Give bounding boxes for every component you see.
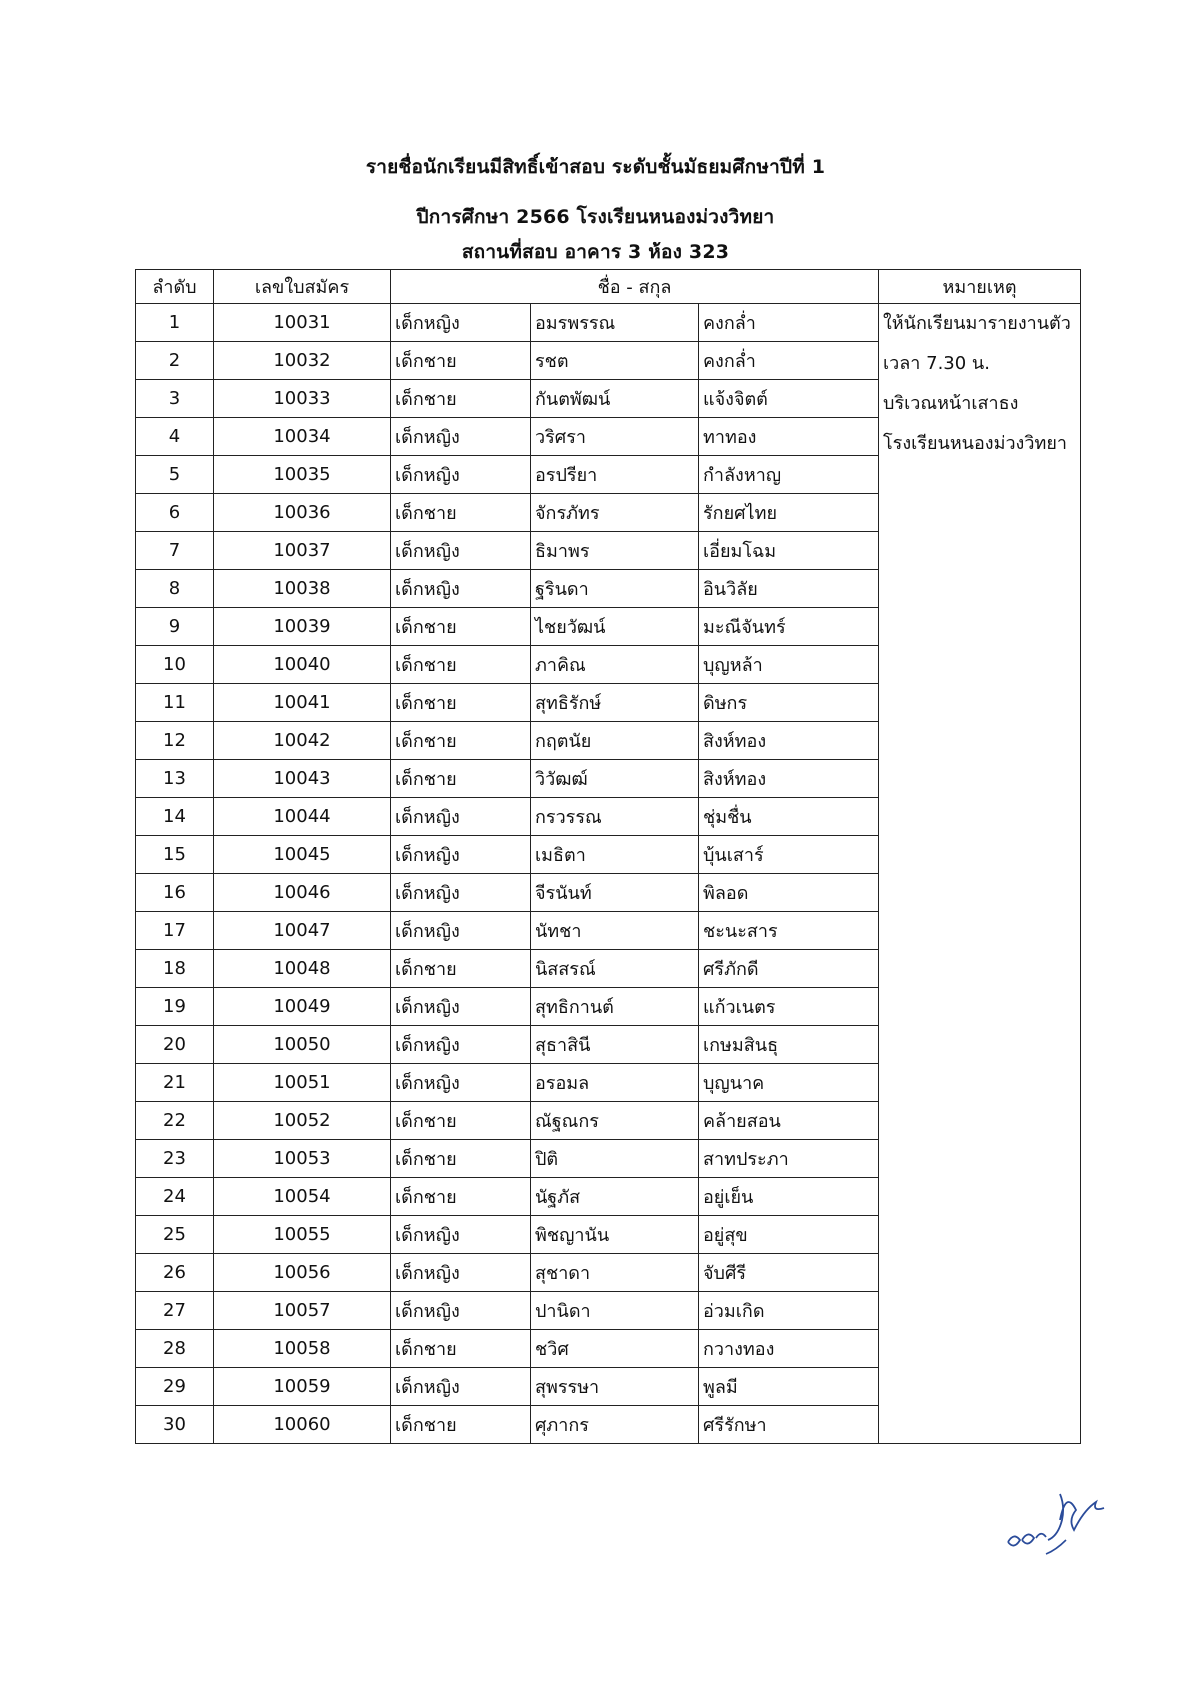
cell-last-name: ชะนะสาร [699, 912, 879, 950]
cell-no: 17 [136, 912, 214, 950]
cell-prefix: เด็กชาย [391, 1102, 531, 1140]
cell-no: 27 [136, 1292, 214, 1330]
cell-last-name: อ่วมเกิด [699, 1292, 879, 1330]
cell-last-name: อินวิลัย [699, 570, 879, 608]
cell-first-name: กันตพัฒน์ [531, 380, 699, 418]
cell-first-name: จักรภัทร [531, 494, 699, 532]
cell-application-no: 10051 [214, 1064, 391, 1102]
cell-prefix: เด็กชาย [391, 760, 531, 798]
cell-prefix: เด็กชาย [391, 1330, 531, 1368]
cell-prefix: เด็กหญิง [391, 570, 531, 608]
cell-no: 28 [136, 1330, 214, 1368]
cell-application-no: 10056 [214, 1254, 391, 1292]
cell-application-no: 10031 [214, 304, 391, 342]
cell-prefix: เด็กชาย [391, 950, 531, 988]
cell-no: 13 [136, 760, 214, 798]
cell-last-name: กวางทอง [699, 1330, 879, 1368]
remark-line: โรงเรียนหนองม่วงวิทยา [883, 433, 1067, 454]
cell-prefix: เด็กหญิง [391, 912, 531, 950]
cell-application-no: 10057 [214, 1292, 391, 1330]
cell-prefix: เด็กหญิง [391, 798, 531, 836]
cell-first-name: ปานิดา [531, 1292, 699, 1330]
cell-no: 6 [136, 494, 214, 532]
cell-no: 20 [136, 1026, 214, 1064]
cell-application-no: 10054 [214, 1178, 391, 1216]
cell-application-no: 10049 [214, 988, 391, 1026]
cell-first-name: นิสสรณ์ [531, 950, 699, 988]
cell-prefix: เด็กหญิง [391, 1216, 531, 1254]
cell-application-no: 10034 [214, 418, 391, 456]
cell-first-name: สุทธิกานต์ [531, 988, 699, 1026]
cell-first-name: ฐรินดา [531, 570, 699, 608]
table-header-row [136, 270, 1081, 304]
cell-application-no: 10050 [214, 1026, 391, 1064]
cell-application-no: 10052 [214, 1102, 391, 1140]
cell-no: 1 [136, 304, 214, 342]
cell-first-name: เมธิตา [531, 836, 699, 874]
cell-first-name: สุชาดา [531, 1254, 699, 1292]
cell-prefix: เด็กหญิง [391, 1254, 531, 1292]
cell-no: 25 [136, 1216, 214, 1254]
cell-first-name: ศุภากร [531, 1406, 699, 1444]
cell-last-name: อยู่เย็น [699, 1178, 879, 1216]
cell-no: 5 [136, 456, 214, 494]
cell-application-no: 10043 [214, 760, 391, 798]
cell-no: 18 [136, 950, 214, 988]
cell-last-name: คล้ายสอน [699, 1102, 879, 1140]
cell-application-no: 10038 [214, 570, 391, 608]
cell-no: 30 [136, 1406, 214, 1444]
cell-first-name: สุพรรษา [531, 1368, 699, 1406]
cell-application-no: 10045 [214, 836, 391, 874]
cell-prefix: เด็กหญิง [391, 1368, 531, 1406]
cell-first-name: ไชยวัฒน์ [531, 608, 699, 646]
cell-first-name: กรวรรณ [531, 798, 699, 836]
cell-last-name: คงกล่ำ [699, 304, 879, 342]
cell-first-name: พิชญานัน [531, 1216, 699, 1254]
cell-last-name: ดิษกร [699, 684, 879, 722]
cell-application-no: 10060 [214, 1406, 391, 1444]
cell-prefix: เด็กหญิง [391, 836, 531, 874]
cell-last-name: ทาทอง [699, 418, 879, 456]
cell-last-name: ศรีภักดี [699, 950, 879, 988]
cell-first-name: ชวิศ [531, 1330, 699, 1368]
cell-last-name: สิงห์ทอง [699, 760, 879, 798]
cell-last-name: สาทประภา [699, 1140, 879, 1178]
cell-no: 2 [136, 342, 214, 380]
document-title: รายชื่อนักเรียนมีสิทธิ์เข้าสอบ ระดับชั้นมัธยมศึกษาปีที่ 1 [365, 156, 826, 178]
cell-application-no: 10035 [214, 456, 391, 494]
table-body [136, 304, 1081, 1444]
signature [1000, 1480, 1110, 1570]
header-no: ลำดับ [136, 270, 214, 304]
document-subtitle-year-school: ปีการศึกษา 2566 โรงเรียนหนองม่วงวิทยา [416, 206, 775, 228]
cell-no: 23 [136, 1140, 214, 1178]
cell-no: 24 [136, 1178, 214, 1216]
cell-application-no: 10044 [214, 798, 391, 836]
table-row [136, 304, 1081, 342]
cell-last-name: ศรีรักษา [699, 1406, 879, 1444]
cell-last-name: อยู่สุข [699, 1216, 879, 1254]
cell-first-name: วิวัฒฒ์ [531, 760, 699, 798]
cell-application-no: 10055 [214, 1216, 391, 1254]
cell-last-name: บุ้นเสาร์ [699, 836, 879, 874]
remark-line: ให้นักเรียนมารายงานตัว [883, 313, 1071, 334]
cell-no: 26 [136, 1254, 214, 1292]
cell-application-no: 10059 [214, 1368, 391, 1406]
cell-first-name: ภาคิณ [531, 646, 699, 684]
cell-last-name: รักยศไทย [699, 494, 879, 532]
cell-prefix: เด็กหญิง [391, 1292, 531, 1330]
header-application-no: เลขใบสมัคร [214, 270, 391, 304]
cell-no: 10 [136, 646, 214, 684]
cell-last-name: บุญหล้า [699, 646, 879, 684]
cell-application-no: 10041 [214, 684, 391, 722]
cell-prefix: เด็กชาย [391, 722, 531, 760]
cell-first-name: ณัฐณกร [531, 1102, 699, 1140]
cell-application-no: 10046 [214, 874, 391, 912]
cell-application-no: 10058 [214, 1330, 391, 1368]
cell-first-name: อมรพรรณ [531, 304, 699, 342]
cell-no: 19 [136, 988, 214, 1026]
cell-no: 7 [136, 532, 214, 570]
cell-application-no: 10032 [214, 342, 391, 380]
cell-application-no: 10033 [214, 380, 391, 418]
cell-no: 15 [136, 836, 214, 874]
cell-first-name: อรปรียา [531, 456, 699, 494]
cell-prefix: เด็กชาย [391, 1140, 531, 1178]
cell-prefix: เด็กหญิง [391, 1026, 531, 1064]
remark-line: เวลา 7.30 น. [883, 353, 990, 374]
cell-prefix: เด็กชาย [391, 1406, 531, 1444]
cell-last-name: คงกล่ำ [699, 342, 879, 380]
cell-first-name: สุทธิรักษ์ [531, 684, 699, 722]
cell-first-name: วริศรา [531, 418, 699, 456]
cell-last-name: แก้วเนตร [699, 988, 879, 1026]
remark-line: บริเวณหน้าเสาธง [883, 393, 1019, 414]
cell-application-no: 10036 [214, 494, 391, 532]
cell-first-name: รชต [531, 342, 699, 380]
cell-no: 29 [136, 1368, 214, 1406]
cell-first-name: นัทชา [531, 912, 699, 950]
cell-no: 16 [136, 874, 214, 912]
cell-first-name: นัฐภัส [531, 1178, 699, 1216]
header-name: ชื่อ - สกุล [391, 270, 879, 304]
cell-last-name: มะณีจันทร์ [699, 608, 879, 646]
cell-no: 4 [136, 418, 214, 456]
cell-first-name: ปิติ [531, 1140, 699, 1178]
cell-no: 3 [136, 380, 214, 418]
cell-prefix: เด็กชาย [391, 380, 531, 418]
cell-first-name: จีรนันท์ [531, 874, 699, 912]
student-roster-table [135, 269, 1081, 1444]
cell-prefix: เด็กหญิง [391, 456, 531, 494]
document-subtitle-exam-room: สถานที่สอบ อาคาร 3 ห้อง 323 [461, 241, 730, 263]
cell-prefix: เด็กชาย [391, 684, 531, 722]
cell-first-name: ธิมาพร [531, 532, 699, 570]
cell-last-name: ชุ่มชื่น [699, 798, 879, 836]
cell-no: 11 [136, 684, 214, 722]
cell-first-name: สุธาสินี [531, 1026, 699, 1064]
cell-no: 22 [136, 1102, 214, 1140]
cell-prefix: เด็กชาย [391, 1178, 531, 1216]
cell-application-no: 10048 [214, 950, 391, 988]
cell-last-name: บุญนาค [699, 1064, 879, 1102]
cell-last-name: พูลมี [699, 1368, 879, 1406]
cell-prefix: เด็กชาย [391, 494, 531, 532]
remark-cell [879, 304, 1081, 1444]
cell-no: 9 [136, 608, 214, 646]
cell-last-name: สิงห์ทอง [699, 722, 879, 760]
cell-prefix: เด็กชาย [391, 646, 531, 684]
cell-application-no: 10040 [214, 646, 391, 684]
cell-prefix: เด็กหญิง [391, 532, 531, 570]
cell-application-no: 10042 [214, 722, 391, 760]
cell-last-name: เกษมสินธุ [699, 1026, 879, 1064]
cell-no: 21 [136, 1064, 214, 1102]
header-remark: หมายเหตุ [879, 270, 1081, 304]
cell-application-no: 10037 [214, 532, 391, 570]
cell-first-name: กฤตนัย [531, 722, 699, 760]
cell-application-no: 10053 [214, 1140, 391, 1178]
cell-application-no: 10039 [214, 608, 391, 646]
cell-prefix: เด็กหญิง [391, 304, 531, 342]
cell-prefix: เด็กหญิง [391, 418, 531, 456]
cell-last-name: แจ้งจิตต์ [699, 380, 879, 418]
cell-application-no: 10047 [214, 912, 391, 950]
cell-last-name: พิลอด [699, 874, 879, 912]
cell-no: 12 [136, 722, 214, 760]
cell-prefix: เด็กหญิง [391, 1064, 531, 1102]
cell-prefix: เด็กชาย [391, 608, 531, 646]
cell-last-name: กำลังหาญ [699, 456, 879, 494]
cell-no: 8 [136, 570, 214, 608]
cell-prefix: เด็กหญิง [391, 874, 531, 912]
cell-last-name: เอี่ยมโฉม [699, 532, 879, 570]
cell-no: 14 [136, 798, 214, 836]
cell-prefix: เด็กชาย [391, 342, 531, 380]
cell-last-name: จับศีรี [699, 1254, 879, 1292]
cell-prefix: เด็กหญิง [391, 988, 531, 1026]
cell-first-name: อรอมล [531, 1064, 699, 1102]
